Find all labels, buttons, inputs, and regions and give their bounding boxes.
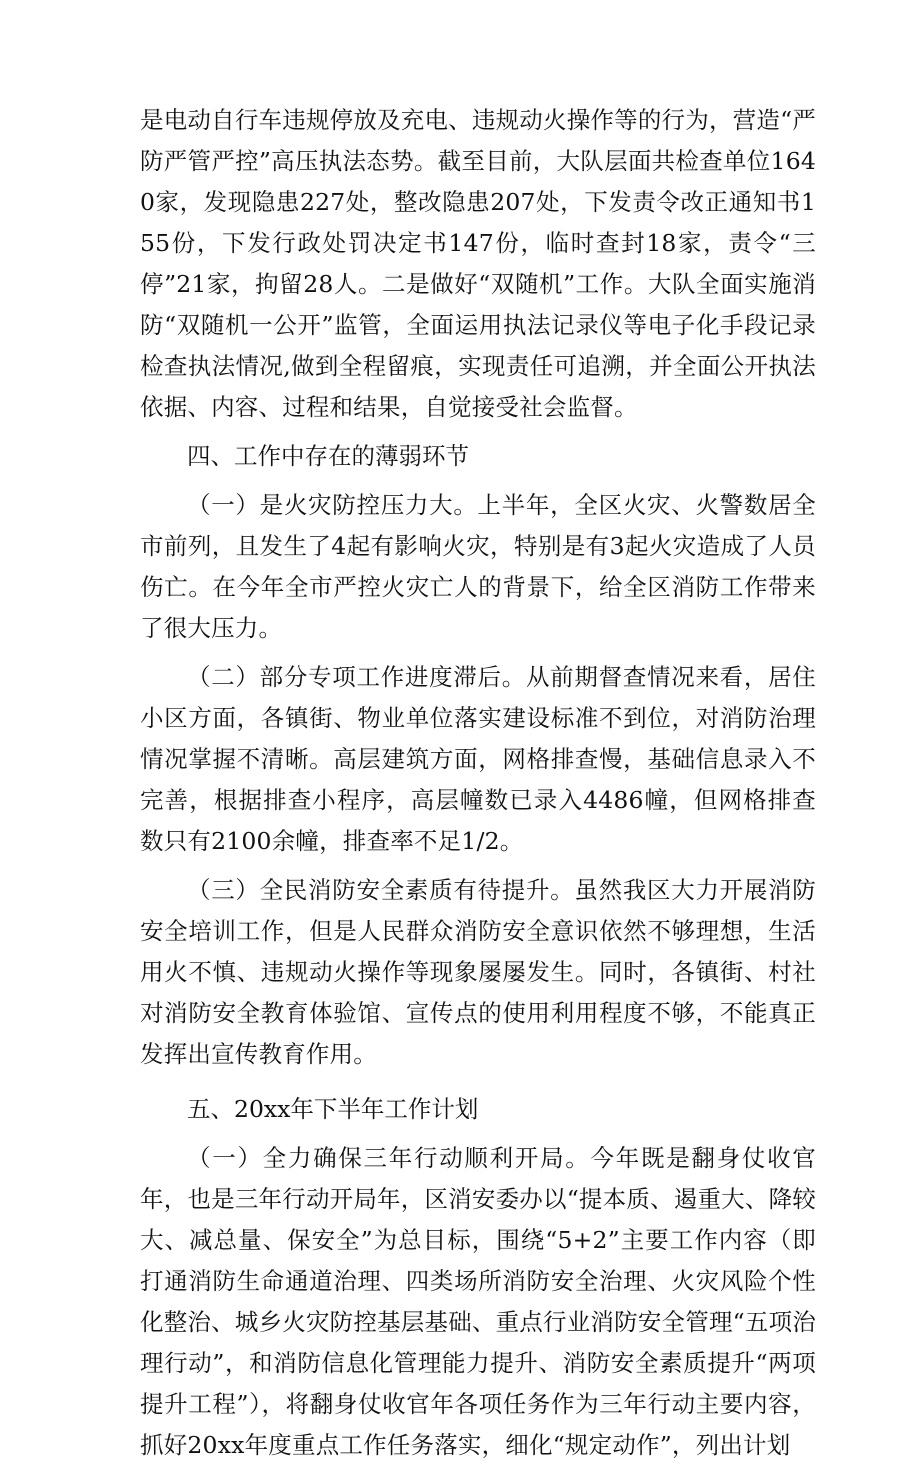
paragraph-safety-quality: （三）全民消防安全素质有待提升。虽然我区大力开展消防安全培训工作，但是人民群众消防安全意识依然不够理想，生活用火不慎、违规动火操作等现象屡屡发生。同时，各镇街、村社对消防安全教育体验馆、宣传点的使用利用程度不够，不能真正发挥出宣传教育作用。	[140, 876, 816, 1068]
section-heading-weak-links: 四、工作中存在的薄弱环节	[187, 442, 469, 470]
paragraph-fire-control-pressure: （一）是火灾防控压力大。上半年，全区火灾、火警数居全市前列，且发生了4起有影响火灾，特别是有3起火灾造成了人员伤亡。在今年全市严控火灾亡人的背景下，给全区消防工作带来了很大压力。	[140, 491, 816, 642]
document-body	[140, 100, 816, 1466]
section-heading-work-plan: 五、20xx年下半年工作计划	[187, 1095, 479, 1123]
paragraph-enforcement-summary: 是电动自行车违规停放及充电、违规动火操作等的行为，营造“严防严管严控”高压执法态势。截至目前，大队层面共检查单位1640家，发现隐患227处，整改隐患207处，下发责令改正通知书155份，下发行政处罚决定书147份，临时查封18家，责令“三停”21家，拘留28人。二是做好“双随机”工作。大队全面实施消防“双随机一公开”监管，全面运用执法记录仪等电子化手段记录检查执法情况,做到全程留痕，实现责任可追溯，并全面公开执法依据、内容、过程和结果，自觉接受社会监督。	[140, 106, 816, 421]
paragraph-special-work-delay: （二）部分专项工作进度滞后。从前期督查情况来看，居住小区方面，各镇街、物业单位落实建设标准不到位，对消防治理情况掌握不清晰。高层建筑方面，网格排查慢，基础信息录入不完善，根据排查小程序，高层幢数已录入4486幢，但网格排查数只有2100余幢，排查率不足1/2。	[140, 663, 816, 855]
paragraph-three-year-action: （一）全力确保三年行动顺利开局。今年既是翻身仗收官年，也是三年行动开局年，区消安委办以“提本质、遏重大、降较大、减总量、保安全”为总目标，围绕“5+2”主要工作内容（即打通消防生命通道治理、四类场所消防安全治理、火灾风险个性化整治、城乡火灾防控基层基础、重点行业消防安全管理“五项治理行动”，和消防信息化管理能力提升、消防安全素质提升“两项提升工程”），将翻身仗收官年各项任务作为三年行动主要内容，抓好20xx年度重点工作任务落实，细化“规定动作”，列出计划	[140, 1144, 816, 1459]
